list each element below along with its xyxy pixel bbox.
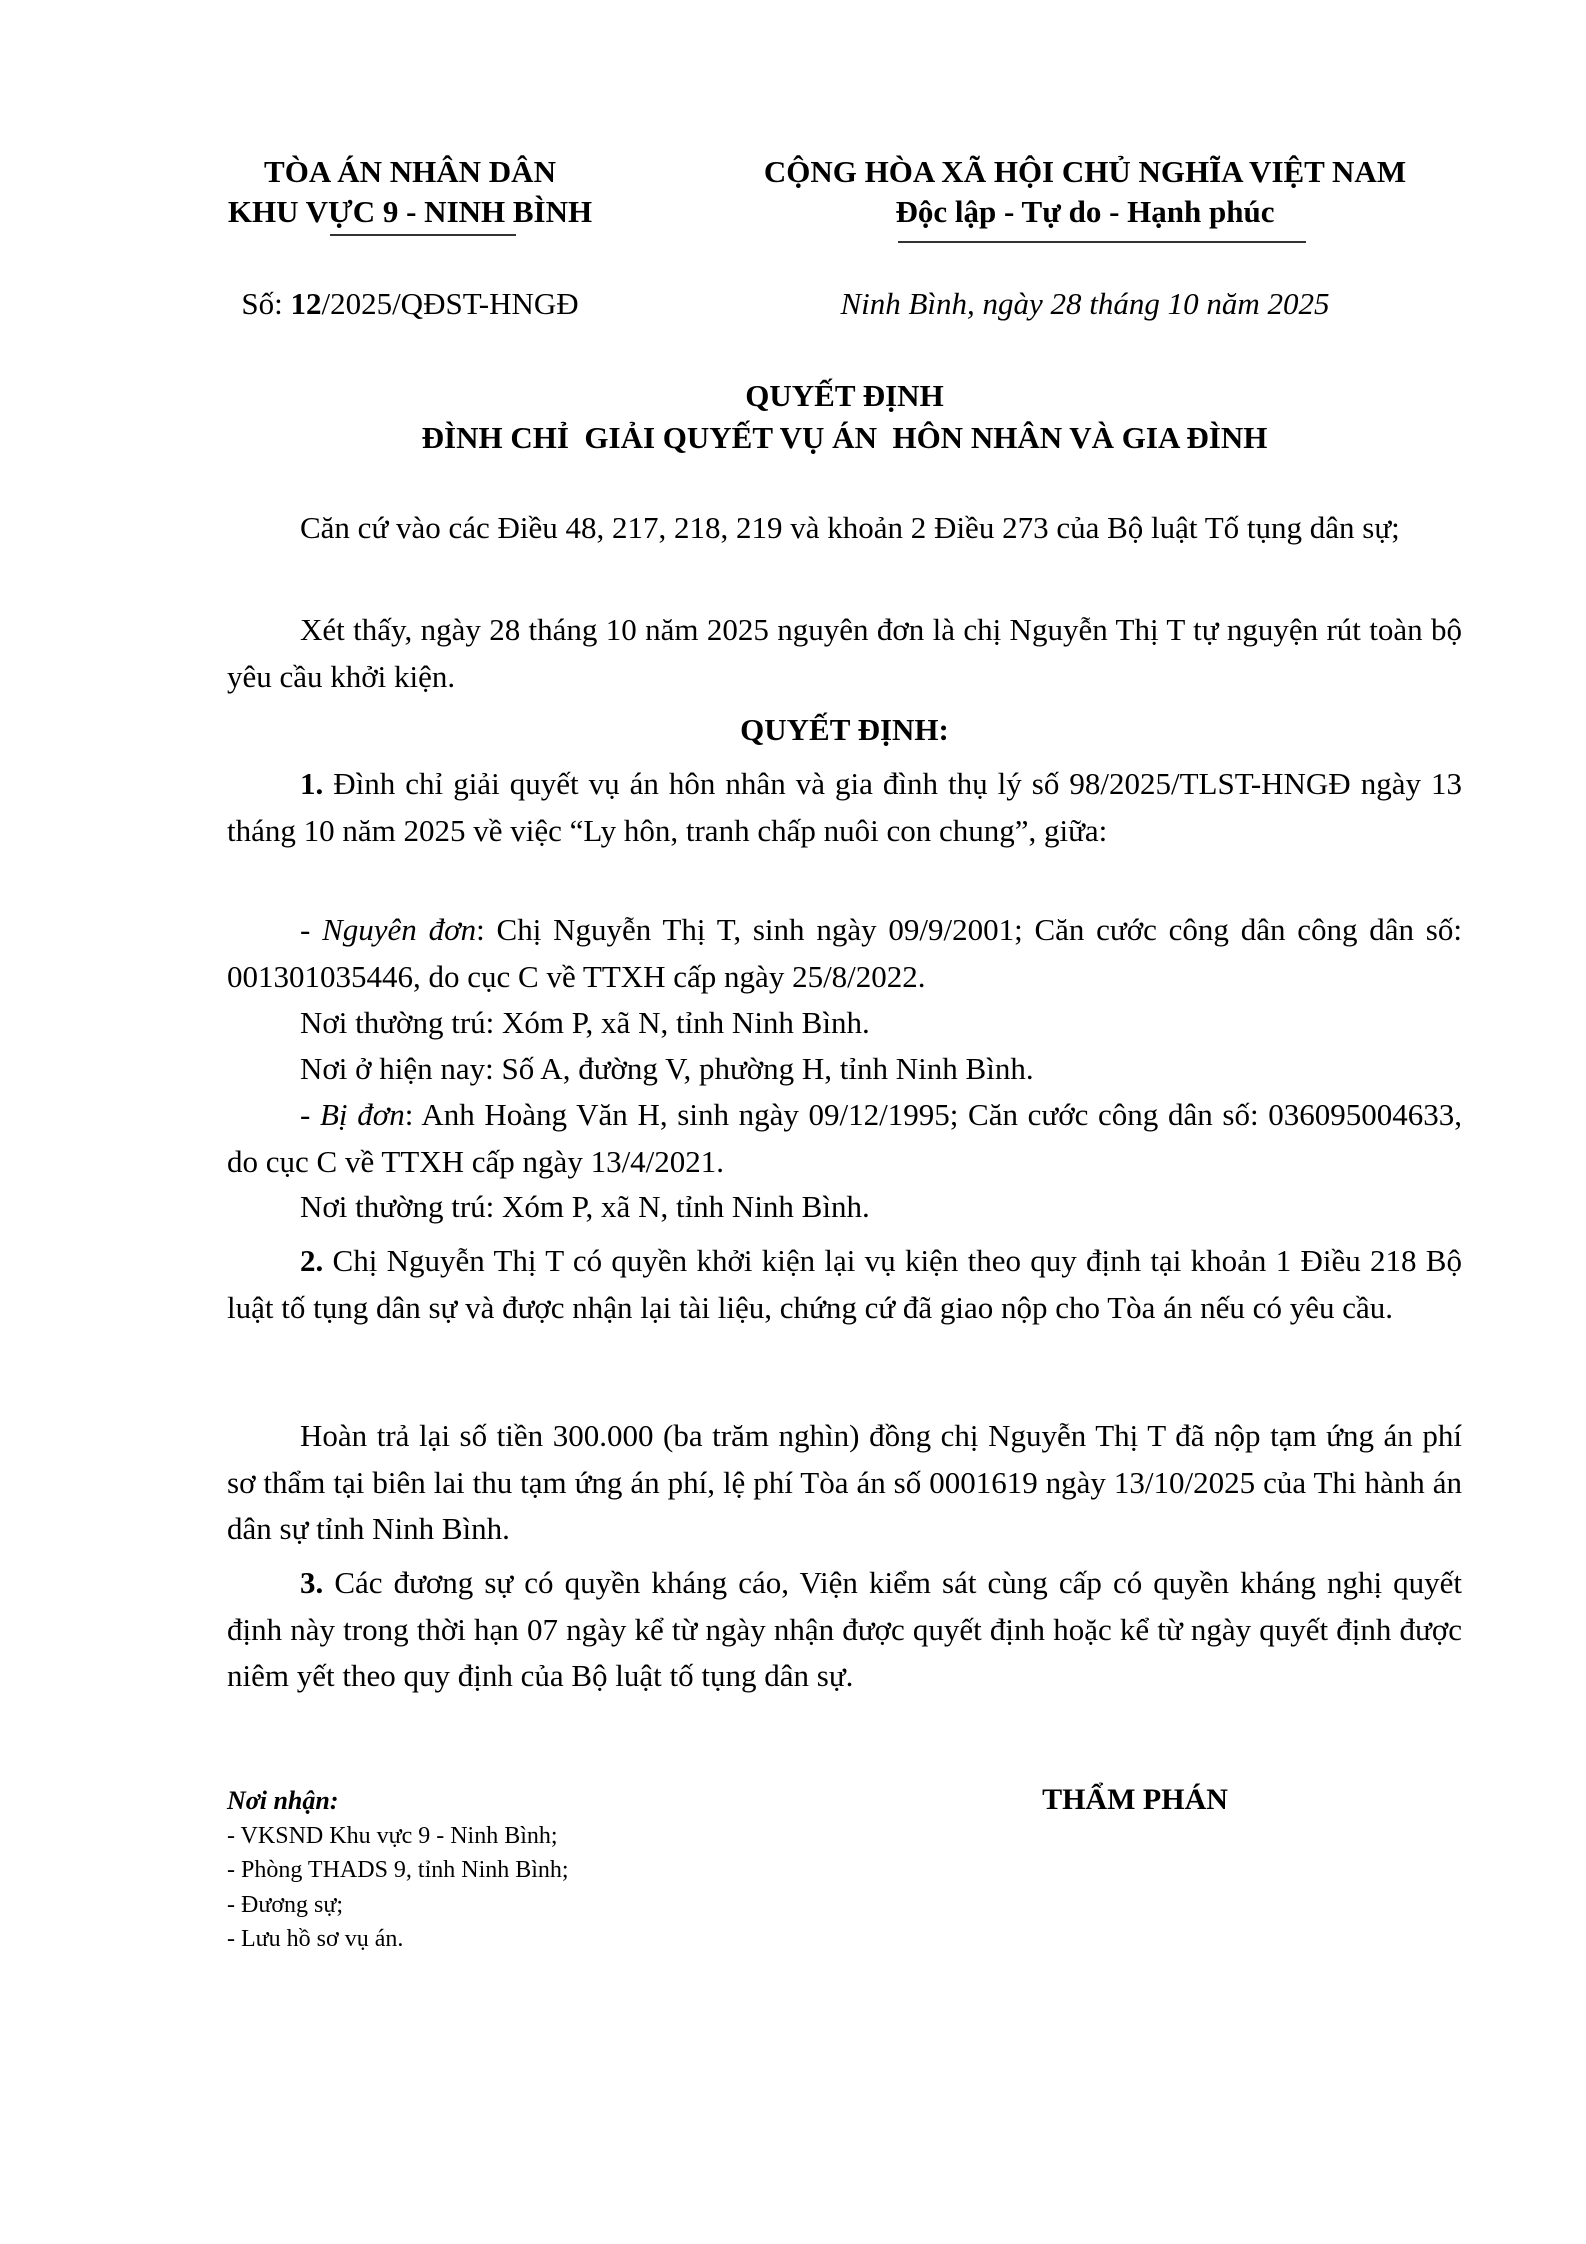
recipient-item: - Phòng THADS 9, tỉnh Ninh Bình; [227,1857,569,1883]
item-3-number: 3. [300,1565,324,1600]
doc-number-value: 12 [290,286,322,321]
recipients [227,1784,569,1957]
country-name: CỘNG HÒA XÃ HỘI CHỦ NGHĨA VIỆT NAM [763,154,1407,189]
defendant-dash: - [300,1097,320,1132]
legal-basis-paragraph: Căn cứ vào các Điều 48, 217, 218, 219 và khoản 2 Điều 273 của Bộ luật Tố tụng dân sự; [300,510,1400,545]
doc-number-prefix: Số: [241,286,291,321]
defendant-paragraph [227,1092,1462,1185]
document-title: QUYẾT ĐỊNH [745,378,944,413]
decision-item-1 [227,761,1462,854]
plaintiff-dash: - [300,912,323,947]
defendant-text: : Anh Hoàng Văn H, sinh ngày 09/12/1995; Căn cước công dân số: 036095004633, do cục C về TTXH cấp ngày 13/4/2021. [227,1097,1463,1179]
decision-heading: QUYẾT ĐỊNH: [740,712,949,747]
court-name-line2: KHU VỰC 9 - NINH BÌNH [227,194,593,229]
item-2-number: 2. [300,1243,324,1278]
plaintiff-paragraph [227,907,1462,1000]
item-2-text: Chị Nguyễn Thị T có quyền khởi kiện lại vụ kiện theo quy định tại khoản 1 Điều 218 Bộ luật tố tụng dân sự và được nhận lại tài liệu, chứng cứ đã giao nộp cho Tòa án nếu có yêu cầu. [227,1243,1462,1325]
defendant-label: Bị đơn [320,1097,405,1132]
defendant-residence: Nơi thường trú: Xóm P, xã N, tỉnh Ninh Bình. [300,1189,870,1224]
motto: Độc lập - Tự do - Hạnh phúc [895,194,1275,229]
document-subtitle: ĐÌNH CHỈ GIẢI QUYẾT VỤ ÁN HÔN NHÂN VÀ GIA ĐÌNH [421,420,1268,455]
plaintiff-residence: Nơi thường trú: Xóm P, xã N, tỉnh Ninh Bình. [300,1005,870,1040]
court-name-underline [330,234,516,236]
recipient-item: - Lưu hồ sơ vụ án. [227,1926,404,1952]
recipients-title: Nơi nhận: [227,1786,339,1815]
signature-title: THẨM PHÁN [1042,1783,1228,1816]
document-number [215,284,605,324]
item-1-text: Đình chỉ giải quyết vụ án hôn nhân và gia đình thụ lý số 98/2025/TLST-HNGĐ ngày 13 tháng 10 năm 2025 về việc “Ly hôn, tranh chấp nuôi con chung”, giữa: [227,766,1462,848]
decision-item-2 [227,1238,1462,1331]
item-3-text: Các đương sự có quyền kháng cáo, Viện kiểm sát cùng cấp có quyền kháng nghị quyết định này trong thời hạn 07 ngày kể từ ngày nhận được quyết định hoặc kể từ ngày quyết định được niêm yết theo quy định của Bộ luật tố tụng dân sự. [227,1565,1462,1693]
refund-paragraph: Hoàn trả lại số tiền 300.000 (ba trăm nghìn) đồng chị Nguyễn Thị T đã nộp tạm ứng án phí sơ thẩm tại biên lai thu tạm ứng án phí, lệ phí Tòa án số 0001619 ngày 13/10/2025 của Thi hành án dân sự tỉnh Ninh Bình. [227,1418,1462,1546]
court-name-line1: TÒA ÁN NHÂN DÂN [264,154,556,189]
national-motto [720,152,1450,232]
plaintiff-current-address: Nơi ở hiện nay: Số A, đường V, phường H, tỉnh Ninh Bình. [300,1051,1034,1086]
consideration-paragraph: Xét thấy, ngày 28 tháng 10 năm 2025 nguyên đơn là chị Nguyễn Thị T tự nguyện rút toàn bộ yêu cầu khởi kiện. [227,612,1462,694]
motto-underline [898,241,1306,243]
recipient-item: - VKSND Khu vực 9 - Ninh Bình; [227,1822,558,1849]
plaintiff-label: Nguyên đơn [322,912,477,947]
recipient-item: - Đương sự; [227,1891,344,1918]
plaintiff-text: : Chị Nguyễn Thị T, sinh ngày 09/9/2001; Căn cước công dân công dân số: 001301035446, do cục C về TTXH cấp ngày 25/8/2022. [227,912,1462,994]
doc-number-suffix: /2025/QĐST-HNGĐ [321,286,579,321]
decision-item-3 [227,1560,1462,1700]
place-date: Ninh Bình, ngày 28 tháng 10 năm 2025 [840,286,1330,321]
court-name [215,152,605,232]
item-1-number: 1. [300,766,324,801]
